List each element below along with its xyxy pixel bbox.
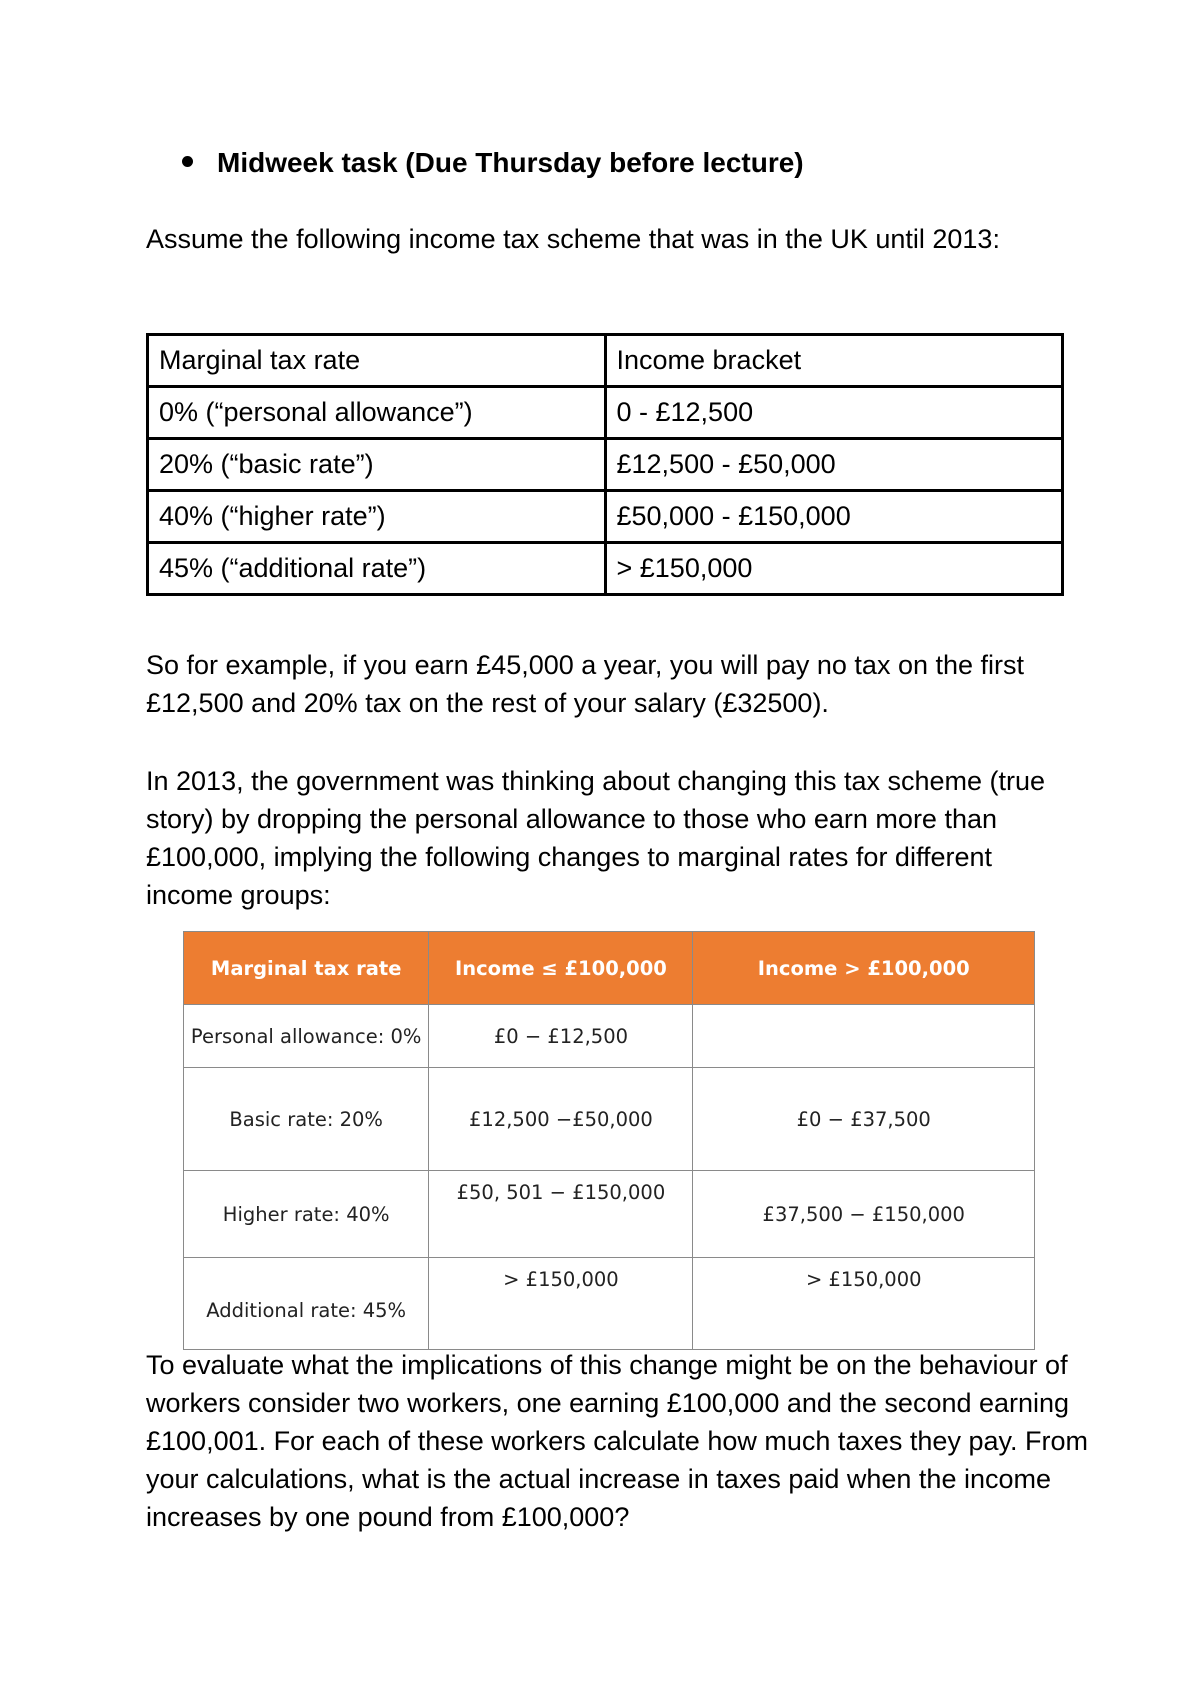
table-cell: > £150,000 bbox=[605, 543, 1063, 595]
table-cell: Basic rate: 20% bbox=[184, 1068, 429, 1171]
table-row bbox=[184, 1258, 1035, 1350]
table-cell: £0 − £37,500 bbox=[693, 1068, 1035, 1171]
table-cell: Personal allowance: 0% bbox=[184, 1005, 429, 1068]
intro-paragraph: Assume the following income tax scheme that was in the UK until 2013: bbox=[146, 224, 1000, 254]
table-header-cell: Marginal tax rate bbox=[148, 335, 606, 387]
table-header-row bbox=[184, 932, 1035, 1005]
table-cell bbox=[693, 1005, 1035, 1068]
table-cell: 20% (“basic rate”) bbox=[148, 439, 606, 491]
table-cell: £12,500 −£50,000 bbox=[429, 1068, 693, 1171]
table-cell: £50,000 - £150,000 bbox=[605, 491, 1063, 543]
table-row bbox=[184, 1005, 1035, 1068]
table-row bbox=[184, 1171, 1035, 1258]
task-heading bbox=[182, 146, 804, 180]
table-row bbox=[148, 491, 1063, 543]
table-header-cell: Income bracket bbox=[605, 335, 1063, 387]
bullet-icon bbox=[182, 156, 193, 167]
change-paragraph: In 2013, the government was thinking about changing this tax scheme (true story) by dropping the personal allowance to those who earn more than £100,000, implying the following changes to marginal rates for different income groups: bbox=[146, 766, 1046, 910]
table-row bbox=[148, 439, 1063, 491]
table-cell: > £150,000 bbox=[693, 1258, 1035, 1350]
table-cell: £12,500 - £50,000 bbox=[605, 439, 1063, 491]
proposed-tax-table bbox=[183, 931, 1035, 1350]
task-heading-text: Midweek task (Due Thursday before lecture) bbox=[217, 147, 804, 178]
table-cell: Additional rate: 45% bbox=[184, 1258, 429, 1350]
table-cell: > £150,000 bbox=[429, 1258, 693, 1350]
task-paragraph: To evaluate what the implications of this change might be on the behaviour of workers consider two workers, one earning £100,000 and the second earning £100,001. For each of these workers calculate how much taxes they pay. From your calculations, what is the actual increase in taxes paid when the income increases by one pound from £100,000? bbox=[146, 1350, 1088, 1532]
table-cell: 0% (“personal allowance”) bbox=[148, 387, 606, 439]
table-header-cell: Income ≤ £100,000 bbox=[429, 932, 693, 1005]
table-header-cell: Income > £100,000 bbox=[693, 932, 1035, 1005]
example-paragraph: So for example, if you earn £45,000 a year, you will pay no tax on the first £12,500 and 20% tax on the rest of your salary (£32500). bbox=[146, 650, 1025, 718]
table-cell: £50, 501 − £150,000 bbox=[429, 1171, 693, 1258]
table-cell: £37,500 − £150,000 bbox=[693, 1171, 1035, 1258]
table-row bbox=[148, 387, 1063, 439]
table-row bbox=[184, 1068, 1035, 1171]
current-tax-table bbox=[146, 333, 1064, 596]
table-header-cell: Marginal tax rate bbox=[184, 932, 429, 1005]
table-cell: 0 - £12,500 bbox=[605, 387, 1063, 439]
table-row bbox=[148, 543, 1063, 595]
table-cell: 45% (“additional rate”) bbox=[148, 543, 606, 595]
table-cell: 40% (“higher rate”) bbox=[148, 491, 606, 543]
table-header-row bbox=[148, 335, 1063, 387]
table-cell: £0 − £12,500 bbox=[429, 1005, 693, 1068]
table-cell: Higher rate: 40% bbox=[184, 1171, 429, 1258]
